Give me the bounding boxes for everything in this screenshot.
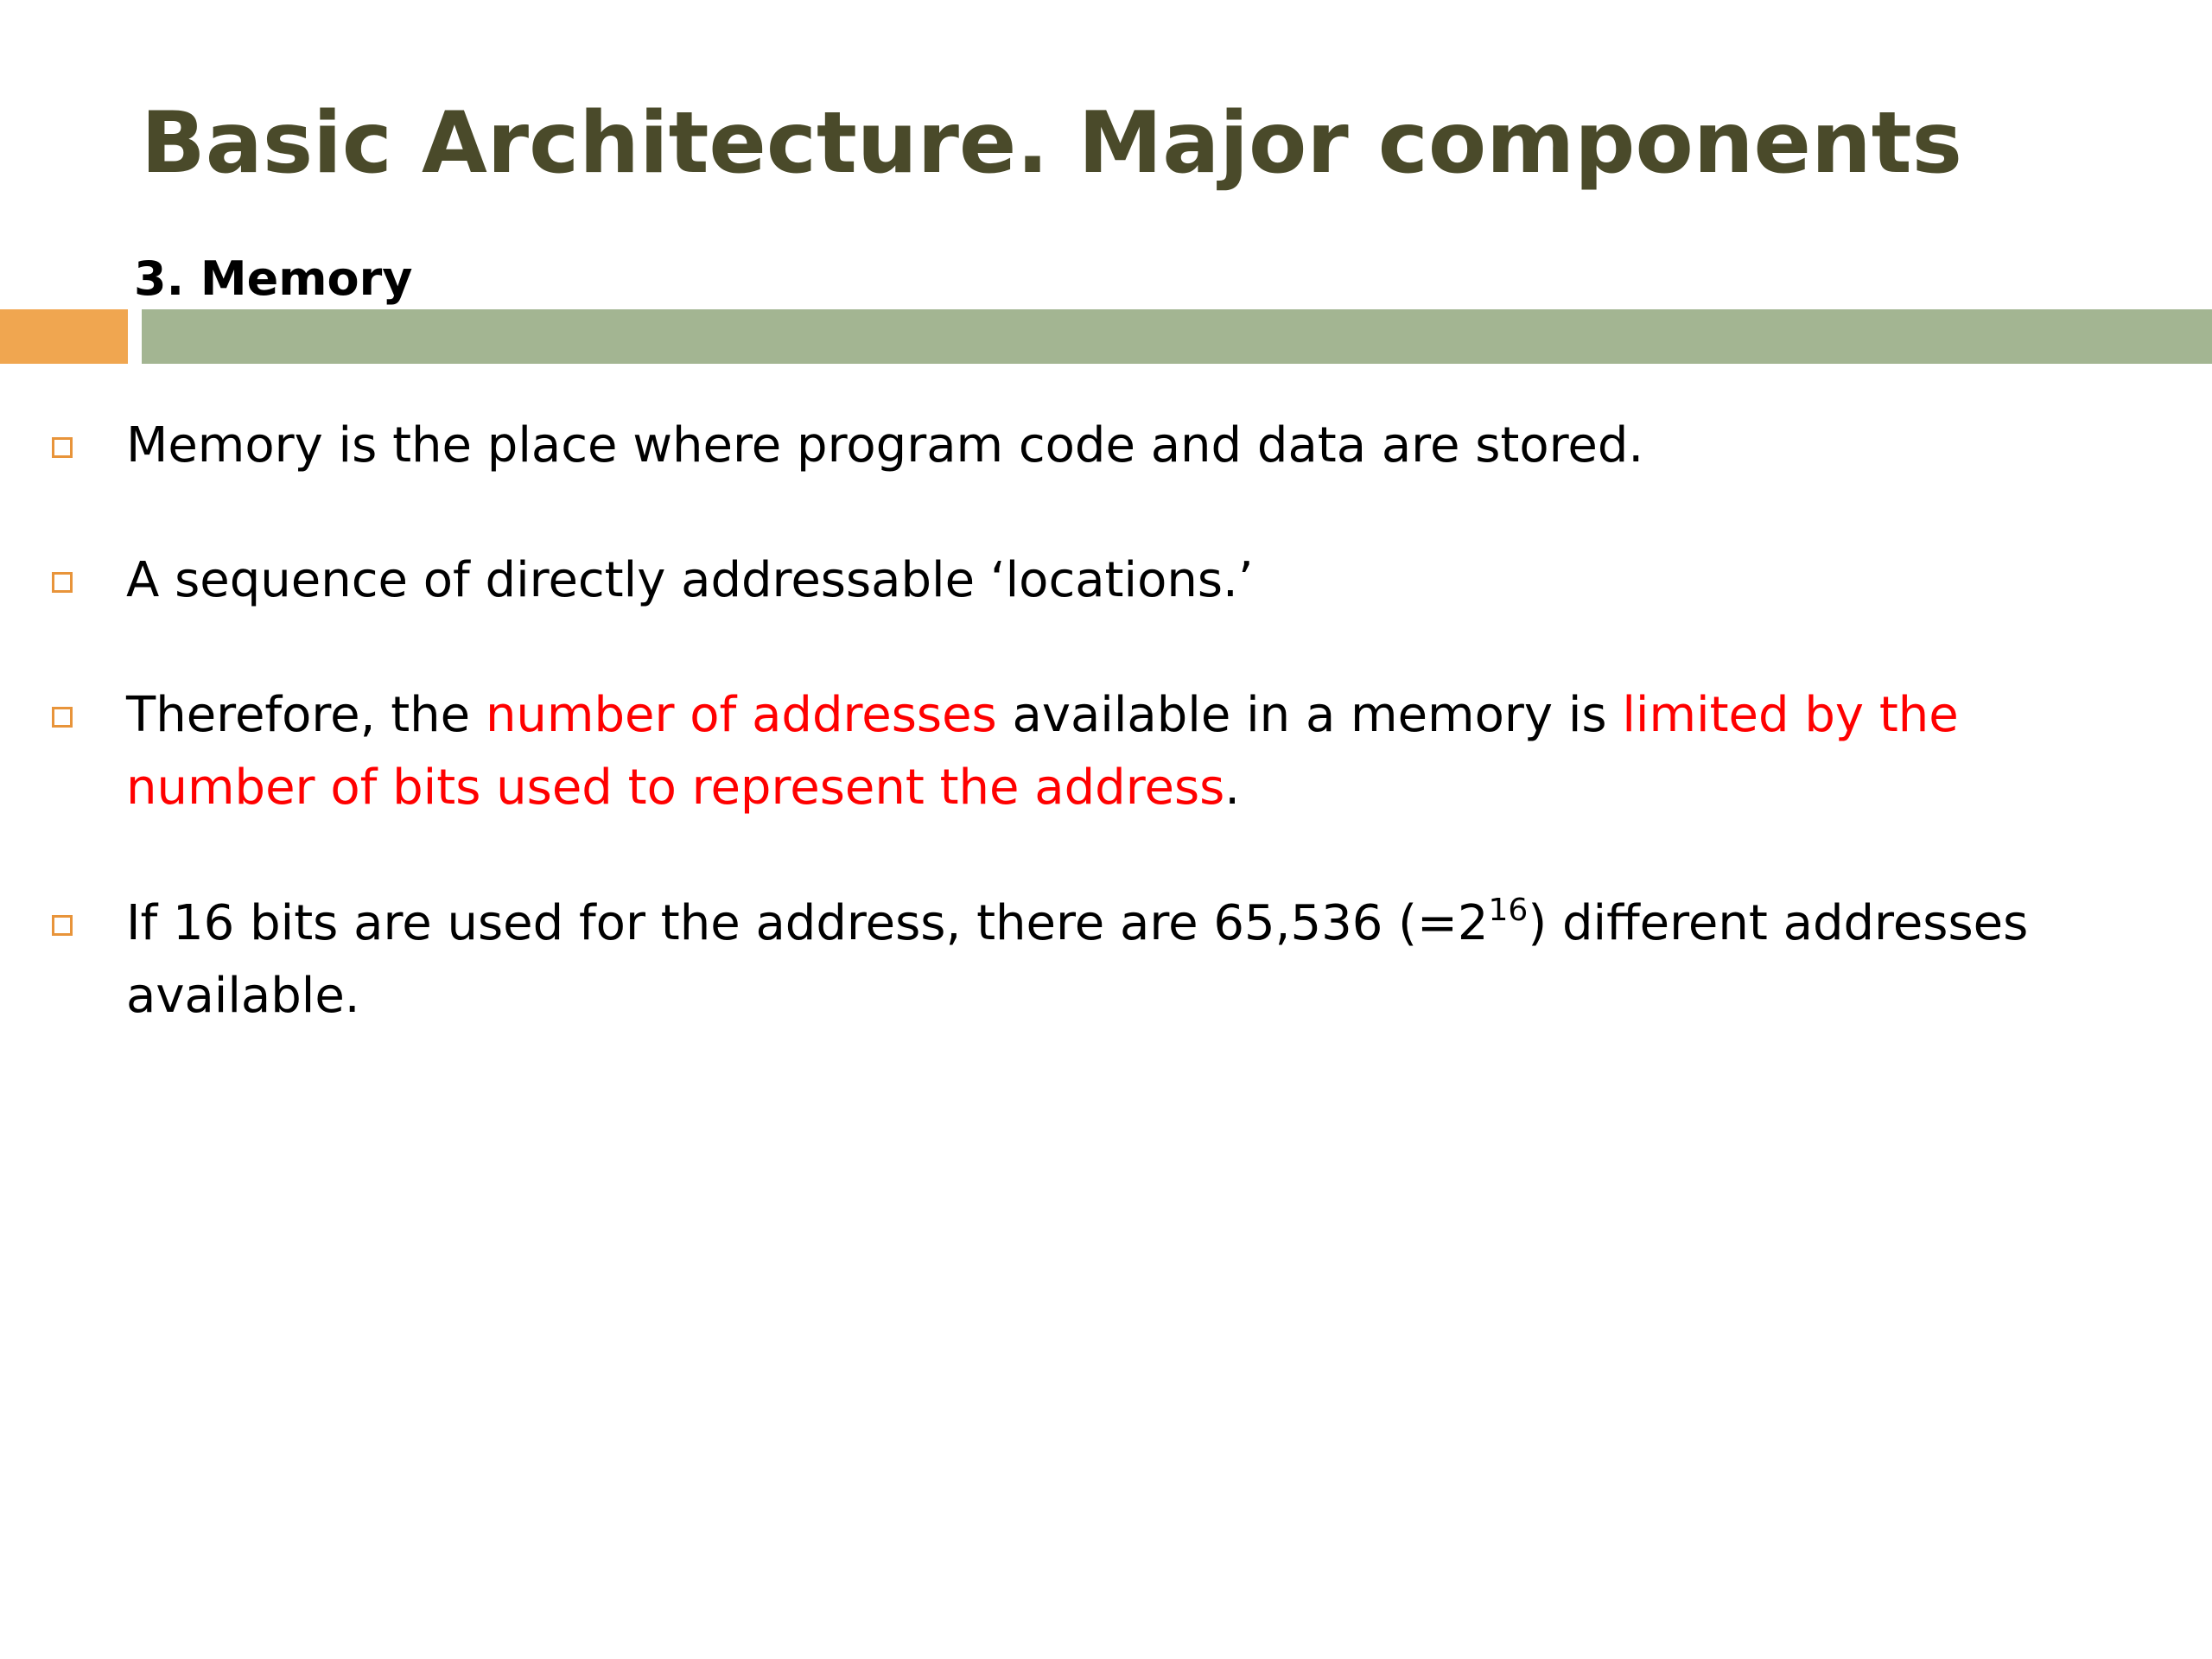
hollow-square-icon — [52, 437, 73, 458]
bullet-text-segment: Therefore, the — [126, 687, 486, 743]
bullet-text — [126, 887, 2131, 1033]
bullet-text — [126, 679, 2131, 824]
bullet-text-segment: If 16 bits are used for the address, there are 65,536 (=2 — [126, 895, 1489, 951]
hollow-square-icon — [52, 707, 73, 728]
bullet-text: A sequence of directly addressable ‘locations.’ — [126, 552, 1254, 608]
bullet-text-segment: . — [1224, 760, 1241, 816]
bullet-text-segment: ) different addresses available. — [126, 895, 2029, 1024]
highlighted-text: limited by the number of bits used to represent the address — [126, 687, 1959, 816]
accent-bar — [0, 309, 128, 364]
slide-subtitle: 3. Memory — [134, 251, 413, 306]
exponent: 16 — [1488, 893, 1529, 928]
bullet-text-segment: available in a memory is — [996, 687, 1623, 743]
hollow-square-icon — [52, 915, 73, 936]
header-bar — [142, 309, 2212, 364]
hollow-square-icon — [52, 572, 73, 593]
highlighted-text: number of addresses — [485, 687, 997, 743]
bullet-text: Memory is the place where program code and data are stored. — [126, 417, 1644, 474]
slide-title: Basic Architecture. Major components — [141, 94, 1962, 193]
